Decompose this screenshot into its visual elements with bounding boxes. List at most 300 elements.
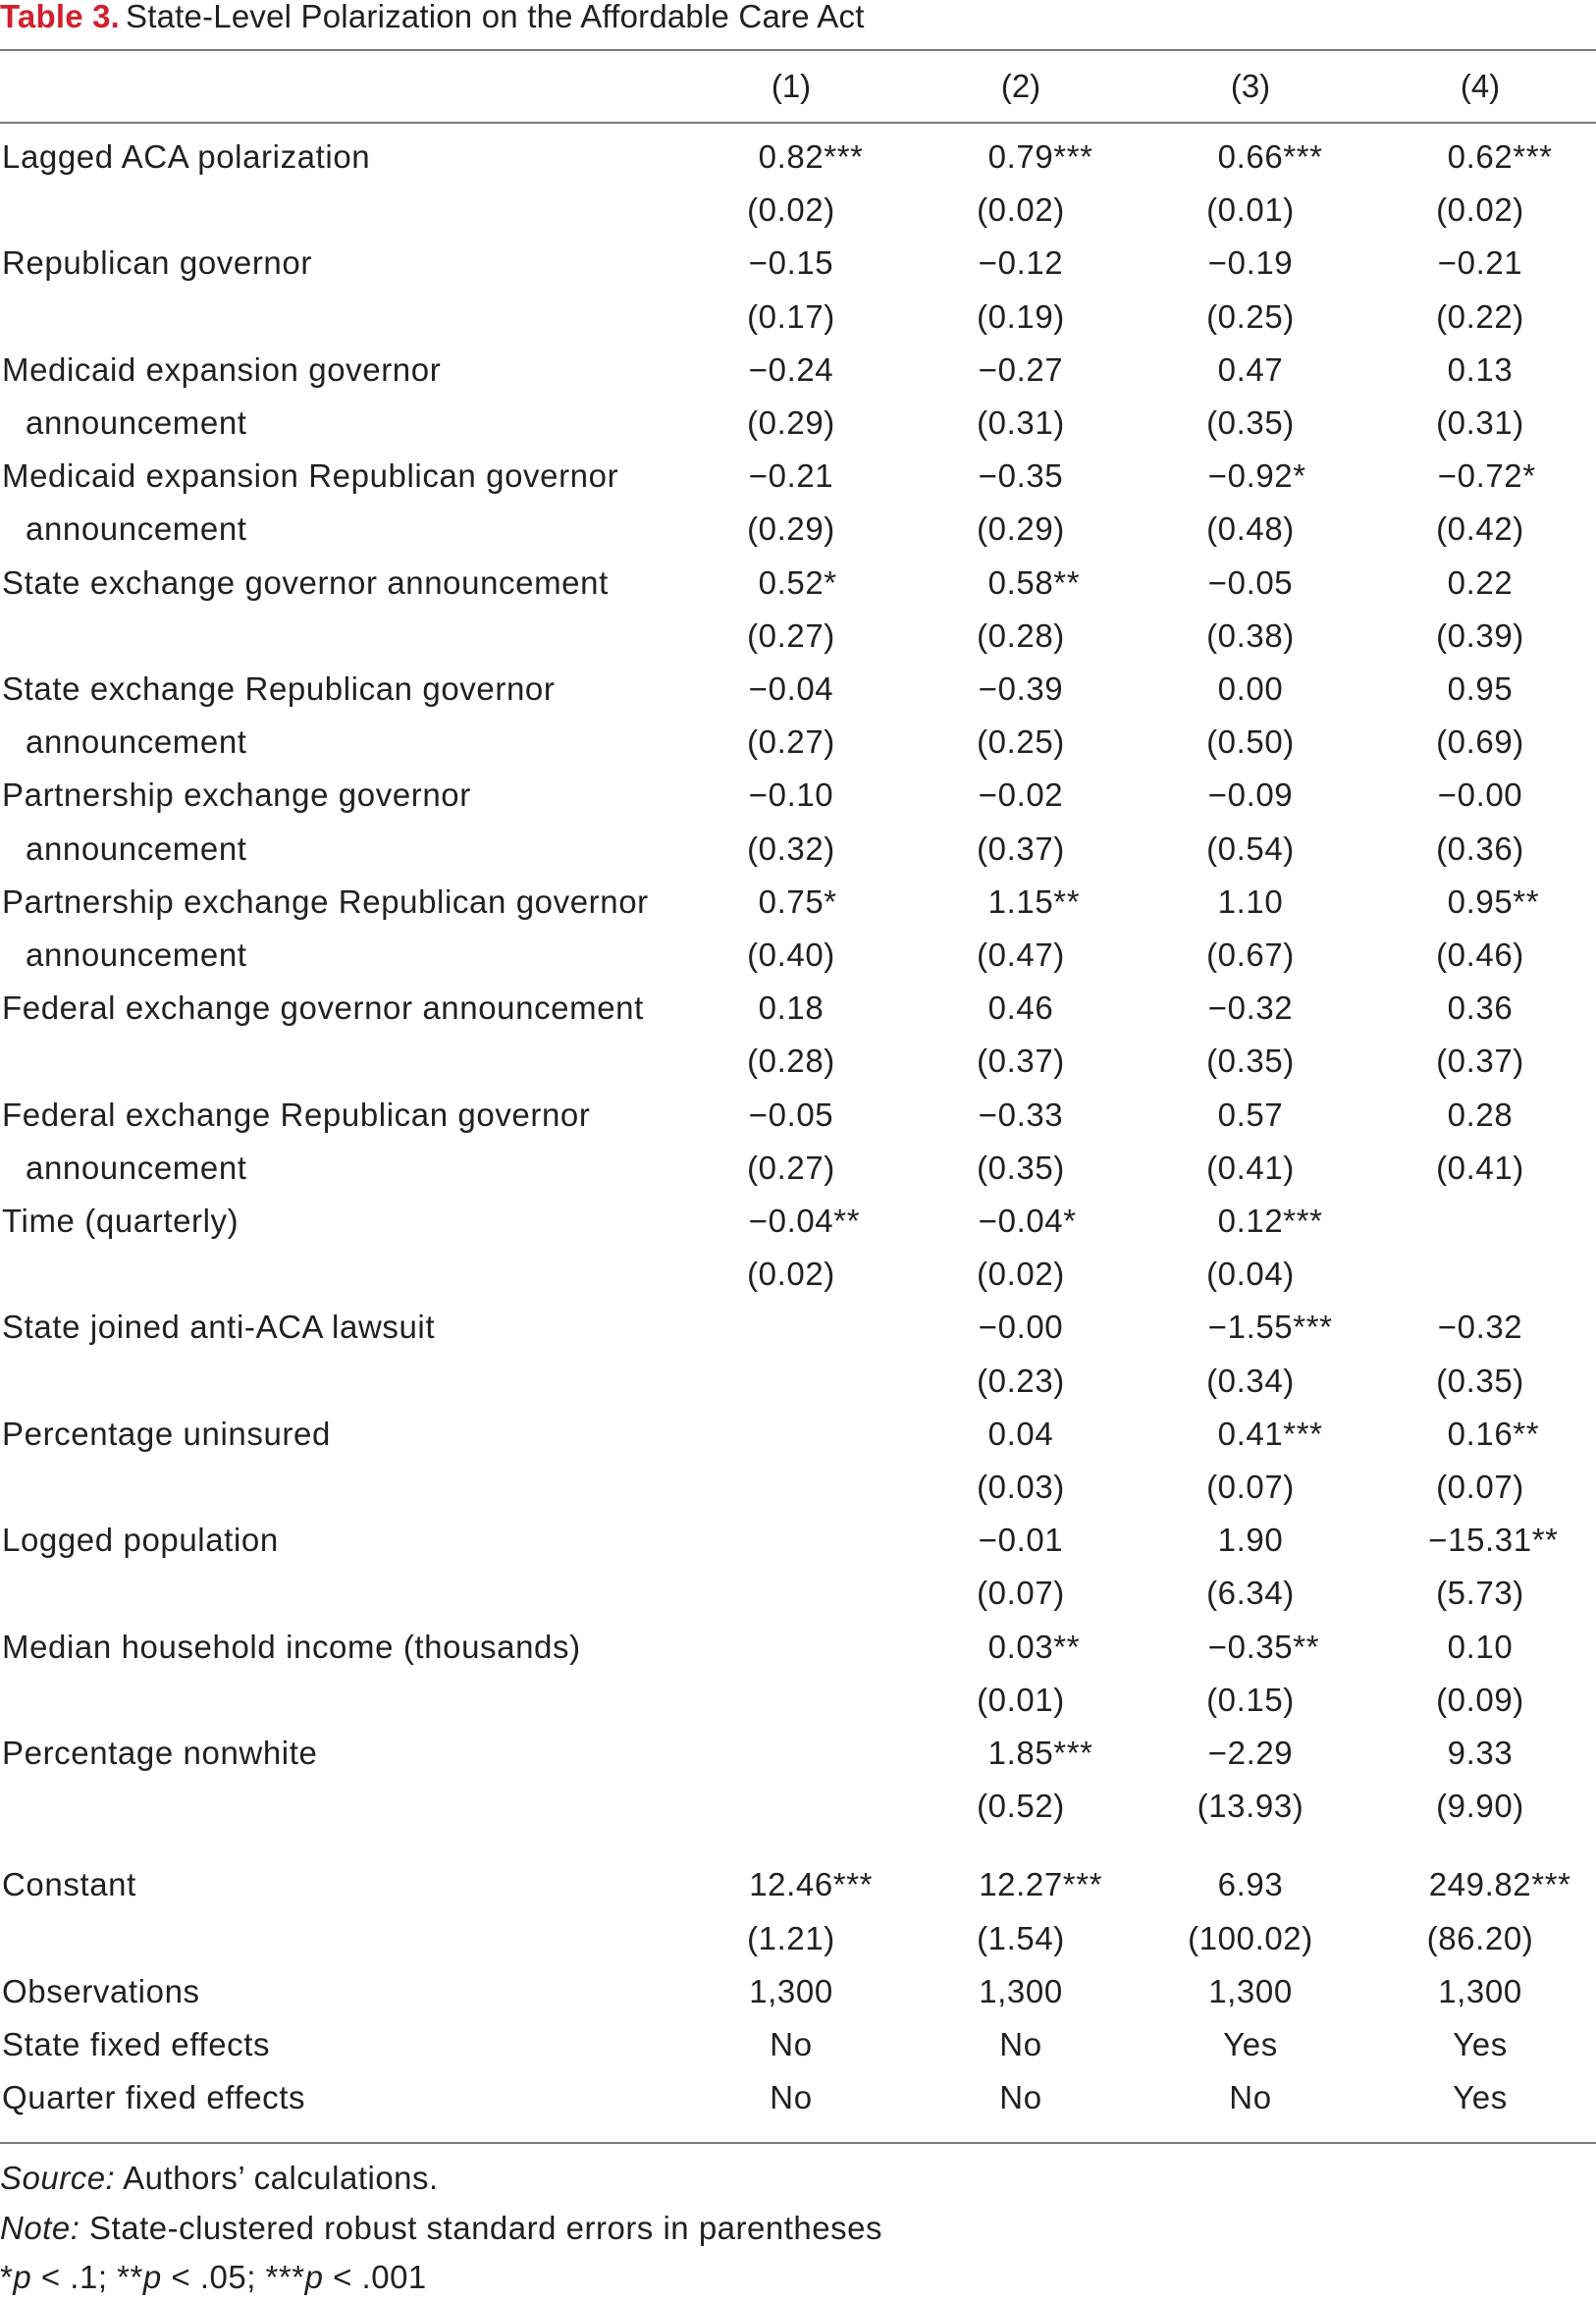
- standard-error-cell: [673, 932, 909, 979]
- row-label: Federal exchange governor announcement: [2, 990, 644, 1027]
- coefficient-cell-value: −0.21: [748, 457, 834, 495]
- standard-error-cell-value: (0.02): [977, 191, 1065, 229]
- standard-error-cell: [1133, 1677, 1368, 1724]
- sig-mark-1: *: [0, 2259, 14, 2295]
- row-label-continuation: announcement: [26, 1149, 247, 1186]
- row-label: State exchange Republican governor: [2, 670, 556, 707]
- sig-mark-3: ***: [265, 2259, 305, 2295]
- coefficient-cell-value: 1.10: [1217, 883, 1284, 920]
- coefficient-cell: [1362, 772, 1596, 819]
- coefficient-cell-value: 0.00: [1217, 670, 1284, 707]
- standard-error-cell-value: (13.93): [1197, 1788, 1304, 1825]
- coefficient-cell-value: 0.10: [1447, 1628, 1514, 1665]
- standard-error-cell: [903, 1145, 1139, 1192]
- coefficient-cell: [1362, 1624, 1596, 1671]
- coefficient-cell: [1133, 1517, 1368, 1564]
- sig-mark-2: **: [117, 2259, 143, 2295]
- coefficient-cell: [673, 134, 909, 181]
- standard-error-cell-value: (0.35): [1206, 1043, 1295, 1080]
- standard-error-cell: [1133, 719, 1368, 766]
- coefficient-cell-value: −0.39: [978, 670, 1064, 707]
- summary-cell: [673, 2074, 909, 2121]
- summary-cell: [903, 1968, 1139, 2015]
- row-label: State exchange governor announcement: [2, 563, 609, 601]
- coefficient-cell-value: 0.52*: [758, 563, 837, 601]
- coefficient-cell: [1362, 240, 1596, 287]
- row-label: Lagged ACA polarization: [2, 138, 371, 175]
- standard-error-cell: [903, 1915, 1139, 1962]
- coefficient-cell-value: −0.04: [748, 670, 834, 707]
- table-number: Table 3.: [0, 0, 121, 34]
- standard-error-cell: [1362, 1783, 1596, 1830]
- standard-error-cell: [673, 400, 909, 447]
- coefficient-cell-value: −0.72*: [1437, 457, 1536, 495]
- coefficient-cell-value: 0.57: [1217, 1096, 1284, 1133]
- coefficient-cell: [1133, 879, 1368, 926]
- coefficient-cell: [903, 1198, 1139, 1245]
- coefficient-cell: [673, 240, 909, 287]
- coefficient-cell: [673, 453, 909, 500]
- standard-error-cell: [1362, 1570, 1596, 1617]
- coefficient-cell: [673, 879, 909, 926]
- coefficient-cell-value: −0.01: [978, 1522, 1064, 1559]
- coefficient-cell: [1362, 453, 1596, 500]
- standard-error-cell: [903, 1038, 1139, 1085]
- coefficient-cell: [1133, 1624, 1368, 1671]
- coefficient-cell-value: −0.02: [978, 776, 1064, 814]
- standard-error-cell: [903, 294, 1139, 341]
- coefficient-cell-value: −0.19: [1207, 244, 1294, 282]
- standard-error-cell-value: (0.25): [1206, 297, 1295, 335]
- coefficient-cell: [903, 1092, 1139, 1139]
- coefficient-cell-value: 0.95**: [1447, 883, 1540, 920]
- standard-error-cell-value: (0.27): [747, 723, 835, 761]
- standard-error-cell-value: (0.03): [977, 1469, 1065, 1505]
- coefficient-cell: [1362, 1730, 1596, 1777]
- standard-error-cell-value: (0.02): [747, 191, 835, 229]
- coefficient-cell-value: −2.29: [1207, 1735, 1294, 1771]
- standard-error-cell: [1362, 400, 1596, 447]
- summary-cell-value: Yes: [1453, 2079, 1508, 2116]
- summary-cell-value: No: [1229, 2079, 1272, 2116]
- standard-error-cell: [673, 506, 909, 553]
- summary-cell-value: 1,300: [749, 1972, 833, 2009]
- source-text: Authors’ calculations.: [123, 2160, 439, 2196]
- standard-error-cell: [903, 1464, 1139, 1511]
- standard-error-cell: [673, 187, 909, 234]
- coefficient-cell-value: 0.28: [1447, 1096, 1514, 1133]
- coefficient-cell: [903, 1861, 1139, 1908]
- row-label: Federal exchange Republican governor: [2, 1096, 591, 1133]
- sig-rest-3: < .001: [323, 2259, 427, 2295]
- coefficient-cell-value: 0.41***: [1217, 1415, 1323, 1452]
- summary-cell-value: Yes: [1223, 2026, 1278, 2062]
- coefficient-cell: [1133, 1411, 1368, 1458]
- coefficient-cell-value: −0.00: [1437, 776, 1523, 814]
- coefficient-cell-value: 0.36: [1447, 990, 1514, 1027]
- row-label: State joined anti-ACA lawsuit: [2, 1309, 436, 1346]
- row-label: Partnership exchange Republican governor: [2, 883, 649, 920]
- standard-error-note: [0, 2206, 882, 2251]
- row-label-continuation: announcement: [26, 510, 247, 548]
- standard-error-cell-value: (0.19): [977, 297, 1065, 335]
- coefficient-cell-value: 0.66***: [1217, 138, 1323, 175]
- coefficient-cell: [1362, 666, 1596, 713]
- coefficient-cell: [1362, 1861, 1596, 1908]
- coefficient-cell-value: 0.04: [987, 1415, 1054, 1452]
- coefficient-cell-value: −0.00: [978, 1309, 1064, 1346]
- coefficient-cell-value: −0.05: [1207, 563, 1294, 601]
- standard-error-cell: [903, 932, 1139, 979]
- standard-error-cell-value: (0.17): [747, 297, 835, 335]
- standard-error-cell: [903, 613, 1139, 660]
- coefficient-cell: [1133, 772, 1368, 819]
- standard-error-cell: [1133, 932, 1368, 979]
- coefficient-cell: [903, 666, 1139, 713]
- coefficient-cell: [903, 453, 1139, 500]
- standard-error-cell-value: (0.42): [1436, 510, 1524, 548]
- row-label: Median household income (thousands): [2, 1628, 581, 1665]
- summary-cell: [673, 1968, 909, 2015]
- source-label: Source:: [0, 2160, 116, 2196]
- coefficient-cell: [1133, 1092, 1368, 1139]
- coefficient-cell-value: −0.10: [748, 776, 834, 814]
- summary-label: Observations: [2, 1972, 200, 2009]
- standard-error-cell: [1133, 1038, 1368, 1085]
- coefficient-cell-value: 249.82***: [1428, 1866, 1571, 1903]
- standard-error-cell: [903, 187, 1139, 234]
- standard-error-cell-value: (0.09): [1436, 1681, 1524, 1718]
- coefficient-cell: [1133, 347, 1368, 394]
- coefficient-cell: [1133, 666, 1368, 713]
- standard-error-cell: [1133, 1915, 1368, 1962]
- standard-error-cell: [673, 826, 909, 873]
- summary-label: State fixed effects: [2, 2026, 271, 2062]
- standard-error-cell: [1362, 506, 1596, 553]
- coefficient-cell: [903, 1730, 1139, 1777]
- standard-error-cell-value: (0.29): [977, 510, 1065, 548]
- coefficient-cell-value: 0.47: [1217, 350, 1284, 388]
- standard-error-cell: [1133, 826, 1368, 873]
- standard-error-cell-value: (0.22): [1436, 297, 1524, 335]
- standard-error-cell-value: (0.38): [1206, 616, 1295, 654]
- standard-error-cell: [1133, 506, 1368, 553]
- coefficient-cell-value: 0.12***: [1217, 1203, 1323, 1239]
- standard-error-cell: [673, 1251, 909, 1298]
- standard-error-cell-value: (0.40): [747, 936, 835, 973]
- summary-cell: [903, 2021, 1139, 2068]
- standard-error-cell-value: (0.02): [747, 1256, 835, 1293]
- coefficient-cell: [673, 985, 909, 1032]
- source-note: [0, 2156, 439, 2201]
- coefficient-cell: [1133, 560, 1368, 607]
- standard-error-cell-value: (0.35): [1206, 404, 1295, 441]
- coefficient-cell-value: 6.93: [1217, 1866, 1284, 1903]
- coefficient-cell-value: −0.32: [1207, 990, 1294, 1027]
- standard-error-cell: [1133, 1783, 1368, 1830]
- significance-note: [0, 2255, 427, 2300]
- standard-error-cell: [1133, 1145, 1368, 1192]
- coefficient-cell: [1133, 985, 1368, 1032]
- coefficient-cell-value: 0.46: [987, 990, 1054, 1027]
- standard-error-cell: [1362, 1677, 1596, 1724]
- coefficient-cell: [1362, 1411, 1596, 1458]
- row-label-continuation: announcement: [26, 936, 247, 973]
- summary-cell-value: Yes: [1453, 2026, 1508, 2062]
- standard-error-cell: [1133, 1570, 1368, 1617]
- standard-error-cell: [903, 1677, 1139, 1724]
- coefficient-cell: [903, 1624, 1139, 1671]
- standard-error-cell: [903, 1358, 1139, 1405]
- coefficient-cell-value: −0.33: [978, 1096, 1064, 1133]
- coefficient-cell-value: 0.62***: [1447, 138, 1553, 175]
- summary-cell: [903, 2074, 1139, 2121]
- coefficient-cell-value: 0.58**: [987, 563, 1081, 601]
- standard-error-cell-value: (0.54): [1206, 829, 1295, 867]
- coefficient-cell-value: 0.18: [758, 990, 825, 1027]
- standard-error-cell-value: (0.41): [1436, 1149, 1524, 1186]
- column-header-4: (4): [1460, 68, 1501, 104]
- standard-error-cell: [673, 1145, 909, 1192]
- coefficient-cell-value: 0.13: [1447, 350, 1514, 388]
- coefficient-cell-value: −0.27: [978, 350, 1064, 388]
- coefficient-cell-value: 1.15**: [987, 883, 1081, 920]
- standard-error-cell-value: (0.07): [977, 1575, 1065, 1612]
- coefficient-cell-value: −0.24: [748, 350, 834, 388]
- standard-error-cell-value: (0.31): [977, 404, 1065, 441]
- standard-error-cell-value: (0.47): [977, 936, 1065, 973]
- standard-error-cell-value: (0.37): [1436, 1043, 1524, 1080]
- coefficient-cell-value: 0.16**: [1447, 1415, 1540, 1452]
- coefficient-cell: [903, 560, 1139, 607]
- standard-error-cell-value: (0.31): [1436, 404, 1524, 441]
- standard-error-cell-value: (0.37): [977, 1043, 1065, 1080]
- sig-rest-1: < .1;: [31, 2259, 118, 2295]
- coefficient-cell-value: 1.90: [1217, 1522, 1284, 1559]
- summary-cell-value: No: [999, 2079, 1042, 2116]
- coefficient-cell: [1362, 347, 1596, 394]
- standard-error-cell-value: (0.02): [1436, 191, 1524, 229]
- standard-error-cell-value: (0.04): [1206, 1256, 1295, 1293]
- standard-error-cell-value: (0.23): [977, 1362, 1065, 1399]
- summary-cell: [1362, 2074, 1596, 2121]
- row-label-continuation: announcement: [26, 404, 247, 441]
- row-label: Constant: [2, 1866, 136, 1903]
- standard-error-cell: [903, 506, 1139, 553]
- coefficient-cell: [903, 879, 1139, 926]
- coefficient-cell: [903, 240, 1139, 287]
- coefficient-cell-value: −0.15: [748, 244, 834, 282]
- coefficient-cell-value: 0.22: [1447, 563, 1514, 601]
- coefficient-cell: [1133, 1304, 1368, 1351]
- standard-error-cell: [1362, 826, 1596, 873]
- standard-error-cell: [1362, 1358, 1596, 1405]
- coefficient-cell-value: −0.21: [1437, 244, 1523, 282]
- sig-p-2: p: [142, 2259, 162, 2295]
- column-header-2: (2): [1000, 68, 1041, 104]
- row-label: Time (quarterly): [2, 1203, 239, 1239]
- standard-error-cell: [1362, 1145, 1596, 1192]
- coefficient-cell: [1362, 879, 1596, 926]
- coefficient-cell-value: 0.03**: [987, 1628, 1081, 1665]
- coefficient-cell-value: −0.09: [1207, 776, 1294, 814]
- coefficient-cell: [903, 1411, 1139, 1458]
- standard-error-cell-value: (0.29): [747, 404, 835, 441]
- coefficient-cell-value: 9.33: [1447, 1735, 1514, 1771]
- standard-error-cell: [673, 294, 909, 341]
- standard-error-cell: [673, 1915, 909, 1962]
- standard-error-cell: [903, 1251, 1139, 1298]
- coefficient-cell: [903, 1517, 1139, 1564]
- row-label-continuation: announcement: [26, 829, 247, 867]
- row-label: Medicaid expansion governor: [2, 350, 442, 388]
- coefficient-cell: [1362, 560, 1596, 607]
- standard-error-cell-value: (9.90): [1436, 1788, 1524, 1825]
- standard-error-cell-value: (0.37): [977, 829, 1065, 867]
- sig-p-3: p: [304, 2259, 324, 2295]
- standard-error-cell-value: (0.50): [1206, 723, 1295, 761]
- coefficient-cell: [903, 347, 1139, 394]
- standard-error-cell: [1362, 187, 1596, 234]
- coefficient-cell: [673, 1092, 909, 1139]
- standard-error-cell-value: (0.69): [1436, 723, 1524, 761]
- standard-error-cell: [673, 613, 909, 660]
- coefficient-cell-value: −0.35**: [1207, 1628, 1320, 1665]
- coefficient-cell-value: −0.35: [978, 457, 1064, 495]
- standard-error-cell: [1133, 294, 1368, 341]
- standard-error-cell: [1362, 1915, 1596, 1962]
- summary-cell: [673, 2021, 909, 2068]
- summary-cell-value: 1,300: [979, 1972, 1063, 2009]
- standard-error-cell: [673, 719, 909, 766]
- standard-error-cell-value: (0.29): [747, 510, 835, 548]
- coefficient-cell: [1133, 1861, 1368, 1908]
- table-caption: State-Level Polarization on the Affordable Care Act: [126, 0, 865, 34]
- standard-error-cell-value: (0.35): [977, 1149, 1065, 1186]
- standard-error-cell-value: (0.15): [1206, 1681, 1295, 1718]
- summary-cell-value: No: [770, 2026, 813, 2062]
- standard-error-cell: [1362, 719, 1596, 766]
- standard-error-cell: [903, 719, 1139, 766]
- coefficient-cell: [1133, 1730, 1368, 1777]
- standard-error-cell: [1362, 294, 1596, 341]
- coefficient-cell: [1362, 1304, 1596, 1351]
- standard-error-cell: [903, 1570, 1139, 1617]
- coefficient-cell: [903, 772, 1139, 819]
- coefficient-cell-value: −1.55***: [1207, 1309, 1333, 1346]
- coefficient-cell-value: −0.92*: [1207, 457, 1306, 495]
- coefficient-cell-value: −0.32: [1437, 1309, 1523, 1346]
- standard-error-cell: [903, 400, 1139, 447]
- row-label: Republican governor: [2, 244, 312, 282]
- coefficient-cell: [673, 560, 909, 607]
- coefficient-cell-value: −0.04*: [978, 1203, 1077, 1239]
- standard-error-cell-value: (0.34): [1206, 1362, 1295, 1399]
- standard-error-cell-value: (0.48): [1206, 510, 1295, 548]
- row-label: Logged population: [2, 1522, 279, 1559]
- coefficient-cell-value: −15.31**: [1428, 1522, 1559, 1559]
- coefficient-cell-value: −0.05: [748, 1096, 834, 1133]
- coefficient-cell: [1362, 134, 1596, 181]
- standard-error-cell: [1362, 932, 1596, 979]
- bottom-rule: [0, 2142, 1596, 2144]
- coefficient-cell-value: −0.04**: [748, 1203, 861, 1239]
- summary-cell: [1362, 2021, 1596, 2068]
- standard-error-cell-value: (0.07): [1436, 1469, 1524, 1505]
- coefficient-cell: [673, 1861, 909, 1908]
- standard-error-cell: [1133, 1358, 1368, 1405]
- coefficient-cell: [1362, 1092, 1596, 1139]
- standard-error-cell: [1133, 400, 1368, 447]
- column-header-1: (1): [771, 68, 812, 104]
- standard-error-cell-value: (0.27): [747, 1149, 835, 1186]
- coefficient-cell: [903, 1304, 1139, 1351]
- standard-error-cell: [1133, 1251, 1368, 1298]
- standard-error-cell-value: (0.27): [747, 616, 835, 654]
- standard-error-cell-value: (0.07): [1206, 1469, 1295, 1505]
- note-label: Note:: [0, 2210, 80, 2246]
- coefficient-cell-value: 0.82***: [758, 138, 864, 175]
- standard-error-cell-value: (0.01): [977, 1681, 1065, 1718]
- row-label: Percentage uninsured: [2, 1415, 331, 1452]
- row-label: Medicaid expansion Republican governor: [2, 457, 619, 495]
- summary-cell: [1133, 1968, 1368, 2015]
- sig-rest-2: < .05;: [161, 2259, 266, 2295]
- standard-error-cell-value: (6.34): [1206, 1575, 1295, 1612]
- standard-error-cell: [903, 1783, 1139, 1830]
- coefficient-cell: [903, 985, 1139, 1032]
- standard-error-cell-value: (0.67): [1206, 936, 1295, 973]
- standard-error-cell-value: (100.02): [1188, 1919, 1313, 1956]
- coefficient-cell: [1133, 1198, 1368, 1245]
- summary-label: Quarter fixed effects: [2, 2079, 306, 2116]
- standard-error-cell-value: (0.39): [1436, 616, 1524, 654]
- coefficient-cell: [673, 1198, 909, 1245]
- coefficient-cell: [1362, 1517, 1596, 1564]
- sig-p-1: p: [13, 2259, 32, 2295]
- standard-error-cell-value: (5.73): [1436, 1575, 1524, 1612]
- coefficient-cell-value: 12.27***: [979, 1866, 1103, 1903]
- summary-cell-value: No: [770, 2079, 813, 2116]
- standard-error-cell-value: (0.46): [1436, 936, 1524, 973]
- coefficient-cell: [673, 347, 909, 394]
- standard-error-cell: [903, 826, 1139, 873]
- coefficient-cell: [903, 134, 1139, 181]
- coefficient-cell-value: 0.75*: [758, 883, 837, 920]
- standard-error-cell: [1133, 187, 1368, 234]
- standard-error-cell: [1133, 613, 1368, 660]
- row-label: Partnership exchange governor: [2, 776, 471, 814]
- coefficient-cell-value: −0.12: [978, 244, 1064, 282]
- standard-error-cell-value: (0.28): [747, 1043, 835, 1080]
- standard-error-cell-value: (0.52): [977, 1788, 1065, 1825]
- note-text: State-clustered robust standard errors in parentheses: [89, 2210, 882, 2246]
- coefficient-cell: [673, 772, 909, 819]
- standard-error-cell: [1362, 1464, 1596, 1511]
- standard-error-cell: [1362, 613, 1596, 660]
- coefficient-cell-value: 12.46***: [749, 1866, 874, 1903]
- standard-error-cell: [673, 1038, 909, 1085]
- summary-cell-value: 1,300: [1438, 1972, 1522, 2009]
- standard-error-cell-value: (0.02): [977, 1256, 1065, 1293]
- standard-error-cell-value: (0.36): [1436, 829, 1524, 867]
- standard-error-cell-value: (0.32): [747, 829, 835, 867]
- coefficient-cell: [1133, 240, 1368, 287]
- coefficient-cell-value: 1.85***: [987, 1735, 1093, 1771]
- coefficient-cell: [1133, 453, 1368, 500]
- standard-error-cell-value: (0.01): [1206, 191, 1295, 229]
- standard-error-cell-value: (1.54): [977, 1919, 1065, 1956]
